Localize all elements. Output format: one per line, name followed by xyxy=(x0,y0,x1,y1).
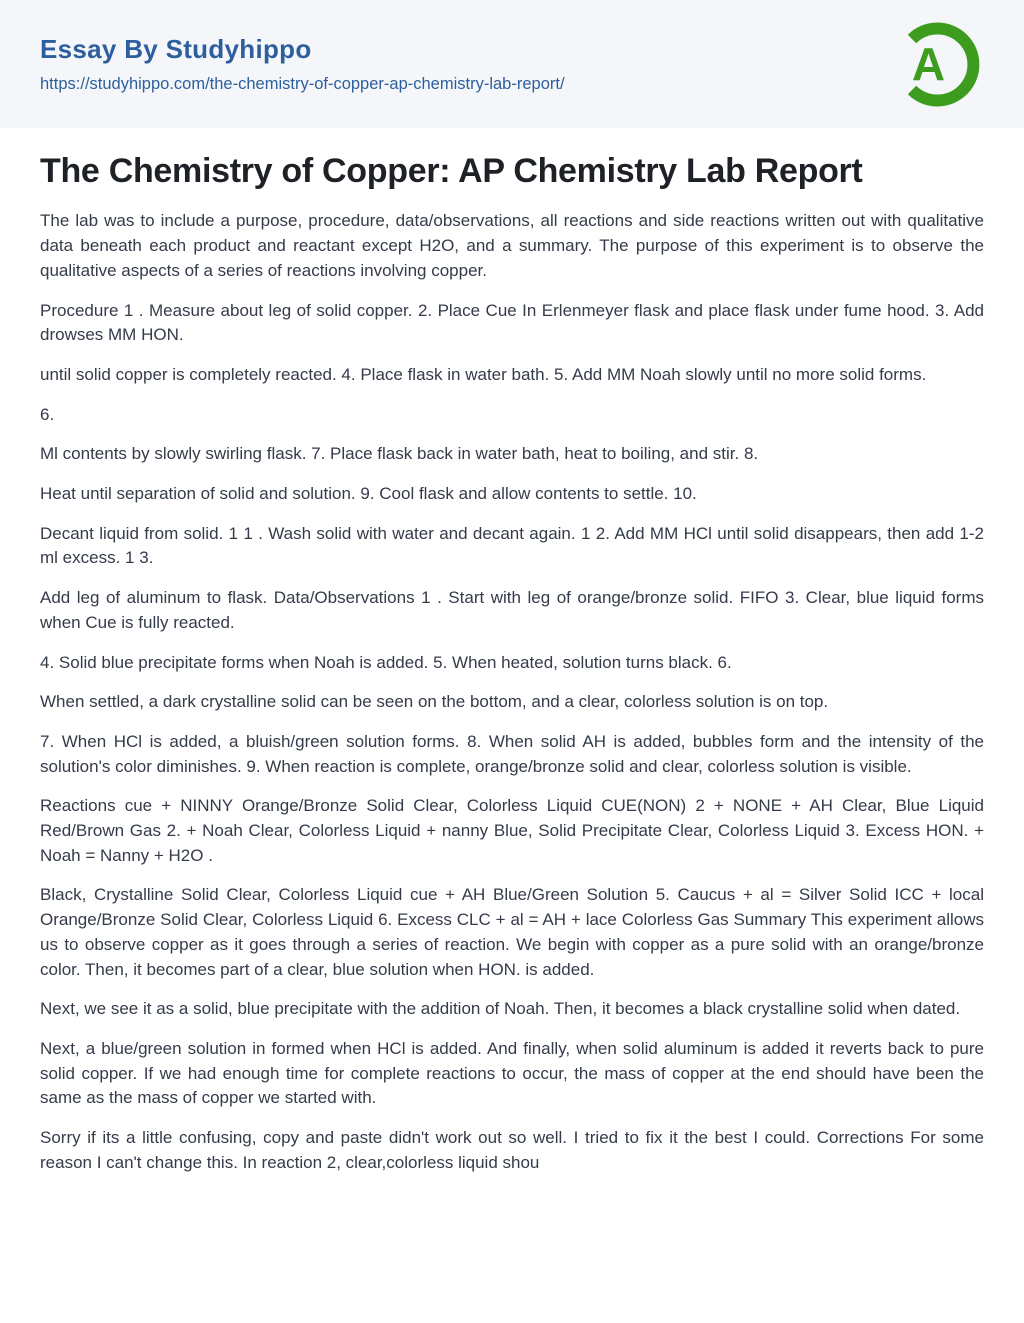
paragraph: Sorry if its a little confusing, copy and paste didn't work out so well. I tried to fix it the best I could. Corrections For some reason I can't change this. In reaction 2, clear,colorless liquid shou xyxy=(40,1128,984,1172)
article xyxy=(0,153,1024,1175)
paragraph: Heat until separation of solid and solution. 9. Cool flask and allow contents to settle. 10. xyxy=(40,484,697,504)
paragraph: Reactions cue + NINNY Orange/Bronze Solid Clear, Colorless Liquid CUE(NON) 2 + NONE + AH Clear, Blue Liquid Red/Brown Gas 2. + Noah Clear, Colorless Liquid + nanny Blue, Solid Precipitate Clear, Colorless Liquid 3. Excess HON. + Noah = Nanny + H2O . xyxy=(40,796,984,865)
logo-letter: A xyxy=(911,37,946,90)
paragraph: When settled, a dark crystalline solid can be seen on the bottom, and a clear, colorless solution is on top. xyxy=(40,692,829,712)
brand-block xyxy=(40,33,565,93)
paragraph: Next, we see it as a solid, blue precipitate with the addition of Noah. Then, it becomes a black crystalline solid when dated. xyxy=(40,999,961,1019)
paragraph: The lab was to include a purpose, procedure, data/observations, all reactions and side reactions written out with qualitative data beneath each product and reactant except H2O, and a summary. The purpose of this experiment is to observe the qualitative aspects of a series of reactions involving copper. xyxy=(40,211,984,280)
paragraph: 4. Solid blue precipitate forms when Noah is added. 5. When heated, solution turns black. 6. xyxy=(40,652,732,672)
paragraph: 7. When HCl is added, a bluish/green solution forms. 8. When solid AH is added, bubbles form and the intensity of the solution's color diminishes. 9. When reaction is complete, orange/bronze solid and clear, colorless solution is visible. xyxy=(40,731,984,776)
paragraph: Ml contents by slowly swirling flask. 7. Place flask back in water bath, heat to boiling, and stir. 8. xyxy=(40,444,759,464)
studyhippo-logo-icon xyxy=(889,16,986,113)
page-title: The Chemistry of Copper: AP Chemistry Lab Report xyxy=(40,152,863,190)
site-brand: Essay By Studyhippo xyxy=(40,33,312,64)
paragraph: Add leg of aluminum to flask. Data/Observations 1 . Start with leg of orange/bronze solid. FIFO 3. Clear, blue liquid forms when Cue is fully reacted. xyxy=(40,588,984,632)
paragraph: until solid copper is completely reacted. 4. Place flask in water bath. 5. Add MM Noah slowly until no more solid forms. xyxy=(40,364,927,384)
paragraph: Decant liquid from solid. 1 1 . Wash solid with water and decant again. 1 2. Add MM HCl until solid disappears, then add 1-2 ml excess. 1 3. xyxy=(40,523,984,568)
paragraph: 6. xyxy=(40,404,55,424)
source-url-link[interactable]: https://studyhippo.com/the-chemistry-of-copper-ap-chemistry-lab-report/ xyxy=(40,74,565,93)
article-body xyxy=(40,209,984,1175)
paragraph: Next, a blue/green solution in formed when HCl is added. And finally, when solid aluminum is added it reverts back to pure solid copper. If we had enough time for complete reactions to occur, the mass of copper at the end should have been the same as the mass of copper we started with. xyxy=(40,1038,984,1108)
paragraph: Procedure 1 . Measure about leg of solid copper. 2. Place Cue In Erlenmeyer flask and place flask under fume hood. 3. Add drowses MM HON. xyxy=(40,300,984,345)
paragraph: Black, Crystalline Solid Clear, Colorless Liquid cue + AH Blue/Green Solution 5. Caucus + al = Silver Solid ICC + local Orange/Bronze Solid Clear, Colorless Liquid 6. Excess CLC + al = AH + lace Colorless Gas Summary This experiment allows us to observe copper as it goes through a series of reaction. We begin with copper as a pure solid with an orange/bronze color. Then, it becomes part of a clear, blue solution when HON. is added. xyxy=(40,885,984,979)
page-header xyxy=(0,0,1024,128)
